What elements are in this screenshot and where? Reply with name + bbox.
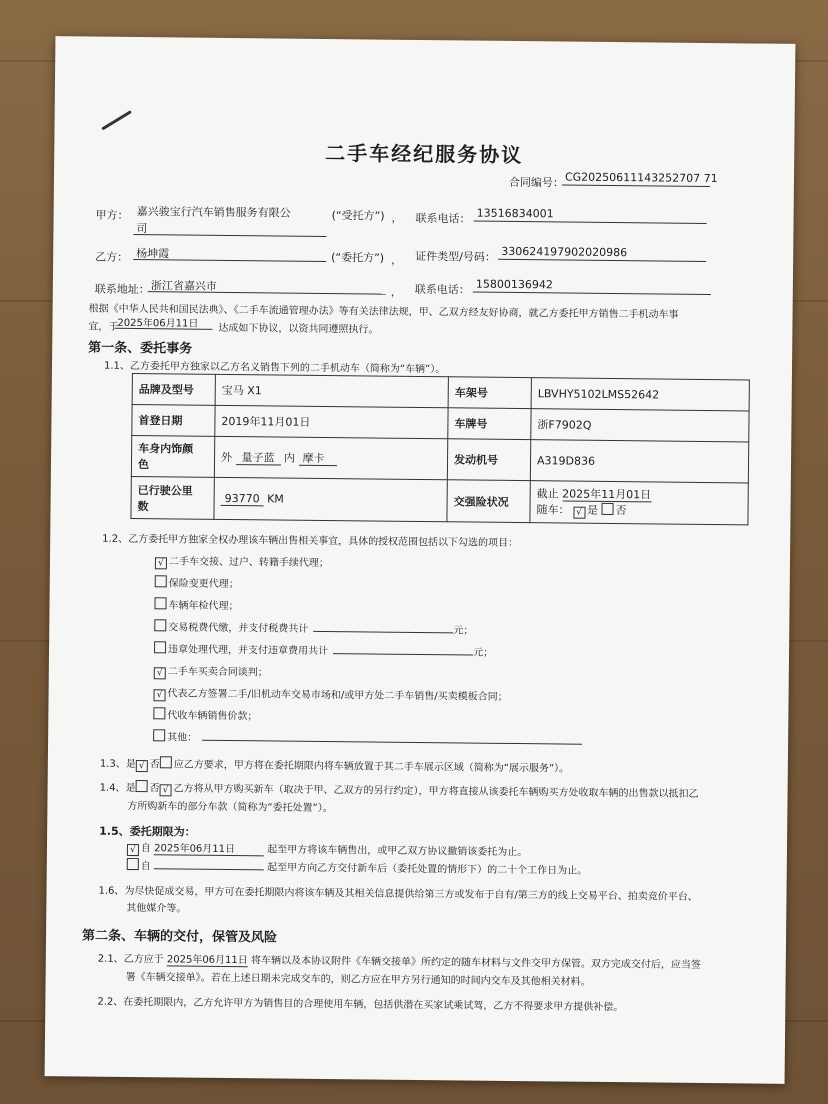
brand-label: 品牌及型号	[132, 373, 215, 405]
option-8-checkbox[interactable]	[153, 729, 165, 741]
option-3-unit: 元；	[453, 625, 474, 637]
term-start-date: 2025年06月11日	[154, 839, 264, 856]
inner-color: 摩卡	[298, 452, 336, 466]
term-option-2-text: 起至甲方向乙方交付新车后（委托处置的情形下）的二十个工作日为止。	[267, 862, 588, 877]
id-label: 证件类型/号码：	[415, 249, 496, 264]
contract-page	[45, 36, 796, 1084]
party-b-label: 乙方：	[95, 250, 129, 264]
other-field[interactable]	[202, 730, 582, 745]
clause-2-2: 2.2、在委托期限内，乙方允许甲方为销售目的合理使用车辆，包括供潜在买家试乘试驾，乙方不得要求甲方提供补偿。	[97, 996, 624, 1014]
mileage-unit: KM	[267, 492, 284, 506]
option-0	[155, 549, 329, 571]
option-4	[154, 637, 493, 660]
section-1-heading: 第一条、委托事务	[88, 340, 193, 357]
mileage-label-1: 已行驶公里	[137, 483, 193, 498]
mileage-cell	[214, 477, 447, 521]
clause-1-6-line-2: 其他媒介等。	[126, 902, 187, 915]
clause-2-1-post: 将车辆以及本协议附件《车辆交接单》所约定的随车材料与文件交甲方保管。双方完成交付后，应当签	[250, 955, 702, 971]
option-0-text: 二手车交接、过户、转籍手续代理；	[168, 556, 330, 570]
reg-date-value: 2019年11月01日	[215, 405, 448, 438]
clause-1-4-no: 否	[149, 783, 160, 795]
clause-2-1-pre: 2.1、乙方应于	[97, 953, 164, 966]
comma-1: ，	[391, 211, 403, 225]
insurance-cell	[530, 481, 748, 525]
option-6	[154, 681, 508, 705]
mileage-label-2: 数	[137, 499, 149, 513]
clause-1-4-text: 乙方将从甲方购买新车（取决于甲、乙双方的另行约定），甲方将直接从该委托车辆购买方处收取车辆的出售款以抵扣乙	[173, 783, 699, 800]
brand-value: 宝马 X1	[215, 374, 448, 407]
option-5-checkbox[interactable]: √	[154, 667, 166, 679]
term-option-2-checkbox[interactable]	[127, 858, 139, 870]
clause-2-1-line-2: 署《车辆交接单》。若在上述日期未完成交车的，则乙方应在甲方另行通知的时间内交车及其他相关材料。	[125, 971, 591, 988]
party-b-role: (“委托方”)	[331, 251, 385, 265]
option-8	[153, 725, 582, 748]
color-label-1: 车身内饰颜	[138, 442, 194, 456]
option-4-text: 违章处理代理，并支付违章费用共计	[167, 644, 329, 658]
party-a-phone: 13516834001	[474, 207, 707, 224]
option-8-text: 其他：	[167, 732, 198, 744]
option-7-checkbox[interactable]	[153, 707, 165, 719]
clause-1-3-yes-checkbox[interactable]: √	[136, 760, 148, 772]
option-6-text: 代表乙方签署二手/旧机动车交易市场和/或甲方处二手车销售/买卖模板合同；	[167, 688, 508, 703]
term-option-1-from: 自	[140, 843, 152, 855]
term-option-2-date-field[interactable]	[154, 858, 264, 870]
option-3-checkbox[interactable]	[154, 619, 166, 631]
party-a-name-1: 嘉兴骏宝行汽车销售服务有限公	[136, 205, 291, 220]
clause-1-5: 1.5、委托期限为：	[99, 824, 196, 839]
pen-mark	[101, 110, 132, 130]
option-2-checkbox[interactable]	[154, 597, 166, 609]
plate-value: 浙F7902Q	[531, 409, 749, 442]
mileage-label	[131, 476, 214, 519]
section-2-heading: 第二条、车辆的交付，保管及风险	[81, 928, 278, 946]
intro-line-1: 根据《中华人民共和国民法典》、《二手车流通管理办法》等有关法律法规，甲、乙双方经友好协商，就乙方委托甲方销售二手机动车事	[88, 303, 679, 321]
option-3	[154, 615, 473, 637]
intro-date: 2025年06月11日	[114, 314, 212, 330]
address-label: 联系地址：	[94, 282, 150, 297]
option-1	[155, 571, 239, 591]
clause-1-3	[100, 755, 569, 777]
comma-3: ，	[390, 285, 402, 299]
clause-1-4-yes-checkbox[interactable]	[135, 780, 147, 792]
clause-1-2: 1.2、乙方委托甲方独家全权办理该车辆出售相关事宜，具体的授权范围包括以下勾选的项目：	[102, 533, 519, 550]
option-6-checkbox[interactable]: √	[154, 689, 166, 701]
clause-1-6-line-1: 1.6、为尽快促成交易，甲方可在委托期限内将该车辆及其相关信息提供给第三方或发布于自有/第三方的线上交易平台、拍卖竞价平台、	[98, 885, 698, 903]
address: 浙江省嘉兴市	[148, 277, 386, 294]
clause-1-4-no-checkbox[interactable]: √	[159, 784, 171, 796]
plate-label: 车牌号	[448, 408, 531, 440]
option-2-text: 车辆年检代理；	[168, 600, 239, 613]
outer-label: 外	[220, 450, 233, 465]
option-3-text: 交易税费代缴，并支付税费共计	[168, 622, 309, 635]
ins-no-checkbox[interactable]	[601, 503, 613, 515]
option-4-checkbox[interactable]	[154, 641, 166, 653]
clause-2-1-date: 2025年06月11日	[166, 954, 248, 967]
clause-1-4-yes: 1.4、是	[99, 782, 136, 795]
vin-label: 车架号	[448, 377, 531, 409]
engine-value: A319D836	[530, 440, 748, 483]
party-a-name-2: 司	[133, 220, 326, 237]
option-7	[153, 703, 257, 723]
clause-1-1: 1.1、乙方委托甲方独家以乙方名义销售下列的二手机动车（简称为“车辆”）。	[103, 360, 446, 376]
vin-value: LBVHY5102LMS52642	[531, 378, 749, 411]
comma-2: ，	[391, 253, 403, 267]
clause-1-4-line-2: 方所购新车的部分车款（简称为“委托处置”）。	[127, 800, 333, 815]
inner-label: 内	[283, 451, 296, 465]
ins-no-label: 否	[615, 504, 627, 518]
intro-line-2-post: 达成如下协议，以资共同遵照执行。	[218, 322, 379, 336]
clause-1-3-text: 应乙方要求，甲方将在委托期限内将车辆放置于其二手车展示区域（简称为“展示服务”）。	[173, 759, 570, 775]
violation-amount-field[interactable]	[333, 643, 473, 655]
option-7-text: 代收车辆销售价款；	[167, 710, 258, 723]
outer-color: 量子蓝	[235, 451, 280, 465]
ins-until-date: 2025年11月01日	[562, 487, 652, 502]
ins-yes-label: 是	[586, 503, 599, 517]
clause-1-3-yes: 1.3、是	[99, 758, 136, 771]
mileage-value: 93770	[221, 492, 264, 506]
vehicle-table	[130, 373, 749, 525]
contract-no-label: 合同编号：	[508, 175, 565, 190]
insurance-label: 交强险状况	[447, 480, 530, 523]
party-a-role: (“受托方”)	[331, 209, 385, 223]
option-1-text: 保险变更代理；	[168, 578, 239, 591]
option-0-checkbox[interactable]: √	[155, 557, 167, 569]
ins-yes-checkbox[interactable]: √	[573, 507, 585, 519]
party-b-phone: 15800136942	[473, 278, 711, 295]
contract-no: CG20250611143252707 71	[562, 170, 710, 187]
party-b-name: 杨坤霞	[133, 245, 326, 262]
ins-with-label: 随车：	[536, 503, 570, 517]
clause-1-3-no: 否	[149, 759, 160, 771]
party-a-label: 甲方：	[95, 208, 129, 222]
color-value	[214, 436, 447, 479]
ins-until-label: 截止	[536, 487, 559, 501]
color-label-2: 色	[137, 458, 150, 472]
phone-label-a: 联系电话：	[415, 211, 471, 226]
phone-label-b: 联系电话：	[414, 282, 470, 297]
engine-label: 发动机号	[447, 439, 530, 481]
clause-1-3-no-checkbox[interactable]	[160, 756, 172, 768]
option-4-unit: 元；	[473, 647, 494, 659]
option-5	[154, 659, 268, 680]
color-label	[131, 435, 214, 477]
option-5-text: 二手车买卖合同谈判；	[167, 666, 268, 679]
option-2	[154, 593, 238, 613]
tax-amount-field[interactable]	[313, 621, 453, 633]
term-option-2-from: 自	[140, 861, 151, 873]
term-option-1-checkbox[interactable]: √	[127, 844, 139, 856]
option-1-checkbox[interactable]	[155, 575, 167, 587]
page-title: 二手车经纪服务协议	[325, 140, 524, 168]
term-option-1-text: 起至甲方将该车辆售出，或甲乙双方协议撤销该委托为止。	[267, 844, 528, 859]
intro-line-2-pre: 宜，于	[88, 321, 119, 333]
party-b-id: 330624197902020986	[498, 245, 706, 262]
reg-date-label: 首登日期	[132, 404, 215, 436]
